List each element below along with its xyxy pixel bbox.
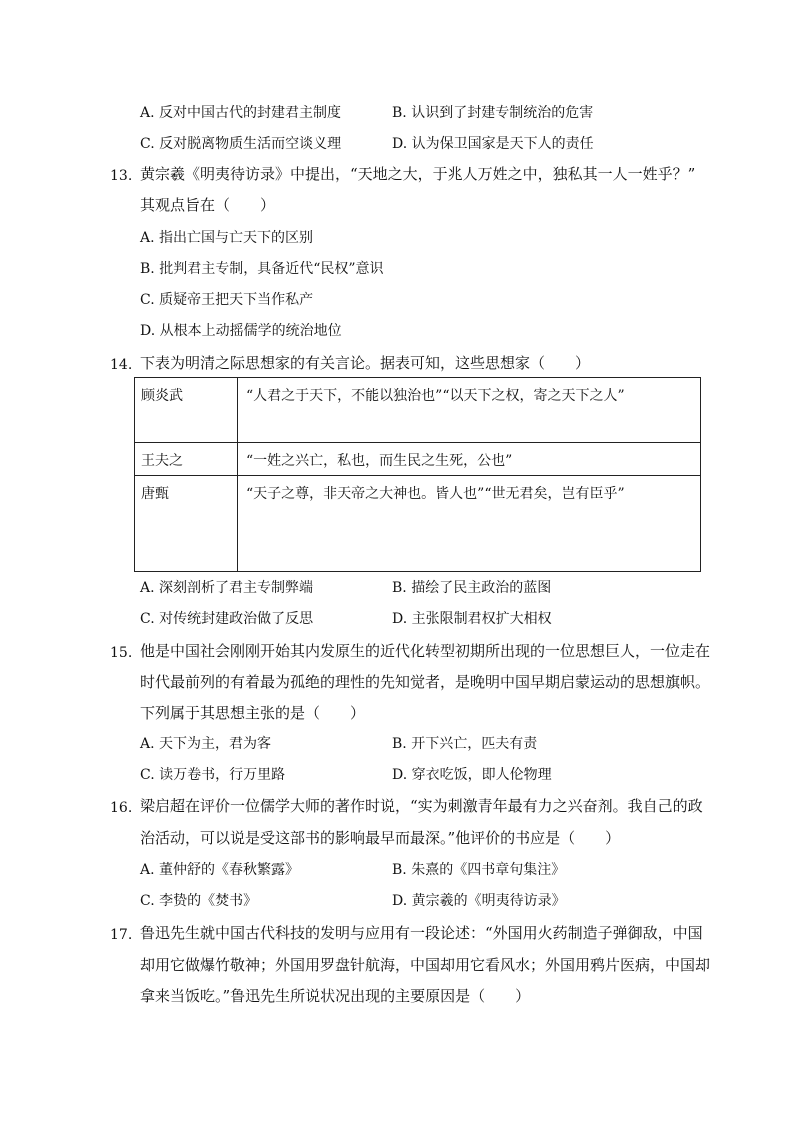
q15-option-a: A. 天下为主，君为客 <box>140 736 272 752</box>
thinker-name: 王夫之 <box>135 443 238 476</box>
q15-stem-line3: 下列属于其思想主张的是（ ） <box>140 704 366 722</box>
q16-stem-line2: 治活动，可以说是受这部书的影响最早而最深。”他评价的书应是（ ） <box>140 829 621 847</box>
q17-stem-line1: 鲁迅先生就中国古代科技的发明与应用有一段论述：“外国用火药制造子弹御敌，中国 <box>140 924 703 942</box>
q12-option-d: D. 认为保卫国家是天下人的责任 <box>392 136 594 152</box>
q14-number: 14. <box>110 357 133 373</box>
q15-option-b: B. 开下兴亡，匹夫有责 <box>392 736 538 752</box>
q13-option-b: B. 批判君主专制，具备近代“民权”意识 <box>140 261 384 277</box>
q15-number: 15. <box>110 645 133 661</box>
table-row <box>135 443 701 476</box>
q14-option-c: C. 对传统封建政治做了反思 <box>140 611 314 627</box>
q15-stem-line2: 时代最前列的有着最为孤绝的理性的先知觉者，是晚明中国早期启蒙运动的思想旗帜。 <box>140 673 711 691</box>
thinkers-table <box>134 377 701 572</box>
thinker-quote: “人君之于天下，不能以独治也”“以天下之权，寄之天下之人” <box>238 378 701 443</box>
thinker-name: 顾炎武 <box>135 378 238 443</box>
thinker-quote: “天子之尊，非天帝之大神也。皆人也”“世无君矣，岂有臣乎” <box>238 476 701 572</box>
thinker-quote: “一姓之兴亡，私也，而生民之生死，公也” <box>238 443 701 476</box>
q16-option-d: D. 黄宗羲的《明夷待访录》 <box>392 893 566 909</box>
q14-option-b: B. 描绘了民主政治的蓝图 <box>392 580 552 596</box>
q16-stem-line1: 梁启超在评价一位儒学大师的著作时说，“实为刺激青年最有力之兴奋剂。我自己的政 <box>140 797 703 815</box>
q14-stem-line1: 下表为明清之际思想家的有关言论。据表可知，这些思想家（ ） <box>140 354 591 372</box>
thinker-name: 唐甄 <box>135 476 238 572</box>
q17-stem-line2: 却用它做爆竹敬神；外国用罗盘针航海，中国却用它看风水；外国用鸦片医病，中国却 <box>140 956 711 974</box>
q12-option-c: C. 反对脱离物质生活而空谈义理 <box>140 136 342 152</box>
q16-option-c: C. 李贽的《焚书》 <box>140 893 258 909</box>
q16-number: 16. <box>110 800 133 816</box>
q12-option-a: A. 反对中国古代的封建君主制度 <box>140 105 342 121</box>
q15-option-d: D. 穿衣吃饭，即人伦物理 <box>392 767 552 783</box>
q17-number: 17. <box>110 927 133 943</box>
q16-option-b: B. 朱熹的《四书章句集注》 <box>392 862 566 878</box>
q13-option-c: C. 质疑帝王把天下当作私产 <box>140 292 314 308</box>
q13-stem-line1: 黄宗羲《明夷待访录》中提出，“天地之大，于兆人万姓之中，独私其一人一姓乎？” <box>140 165 696 183</box>
q13-number: 13. <box>110 168 133 184</box>
table-row <box>135 476 701 572</box>
q15-stem-line1: 他是中国社会刚刚开始其内发原生的近代化转型初期所出现的一位思想巨人，一位走在 <box>140 642 711 660</box>
q13-option-d: D. 从根本上动摇儒学的统治地位 <box>140 323 342 339</box>
q16-option-a: A. 董仲舒的《春秋繁露》 <box>140 862 300 878</box>
q14-option-a: A. 深刻剖析了君主专制弊端 <box>140 580 314 596</box>
q12-option-b: B. 认识到了封建专制统治的危害 <box>392 105 594 121</box>
q13-option-a: A. 指出亡国与亡天下的区别 <box>140 230 314 246</box>
q13-stem-line2: 其观点旨在（ ） <box>140 196 276 214</box>
q17-stem-line3: 拿来当饭吃。”鲁迅先生所说状况出现的主要原因是（ ） <box>140 987 531 1005</box>
q14-option-d: D. 主张限制君权扩大相权 <box>392 611 552 627</box>
q15-option-c: C. 读万卷书，行万里路 <box>140 767 286 783</box>
table-row <box>135 378 701 443</box>
